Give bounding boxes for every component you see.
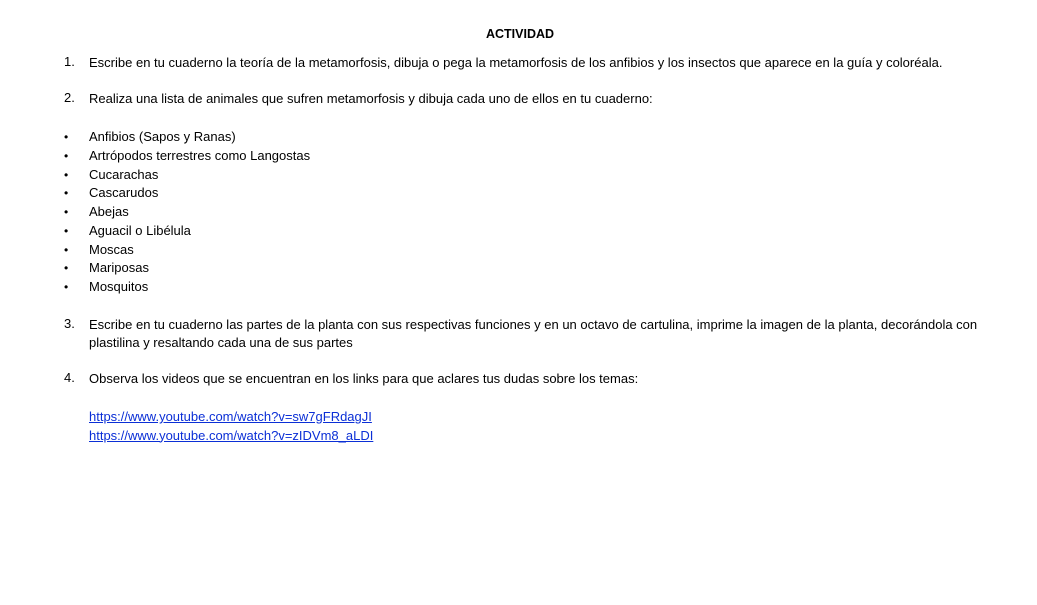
- video-links: [89, 408, 373, 445]
- bullet-icon: •: [64, 223, 69, 238]
- list-item: • Artrópodos terrestres como Langostas: [64, 147, 311, 163]
- list-item: • Mosquitos: [64, 279, 149, 294]
- video-link-1[interactable]: https://www.youtube.com/watch?v=sw7gFRdagJI: [89, 409, 372, 424]
- list-item: • Abejas: [64, 204, 129, 219]
- bullet-icon: •: [64, 148, 69, 163]
- bullet-icon: •: [64, 280, 69, 294]
- item-number: 3.: [64, 316, 75, 331]
- list-item: • Mariposas: [64, 260, 149, 276]
- bullet-icon: •: [64, 130, 69, 144]
- bullet-icon: •: [64, 261, 69, 276]
- animal-list: [0, 128, 1037, 297]
- item-text: Escribe en tu cuaderno la teoría de la metamorfosis, dibuja o pega la metamorfosis de los anfibios y los insectos que aparece en la guía y coloréala.: [89, 55, 943, 70]
- item-text: Realiza una lista de animales que sufren metamorfosis y dibuja cada uno de ellos en tu cuaderno:: [89, 91, 653, 106]
- video-link-2[interactable]: https://www.youtube.com/watch?v=zIDVm8_aLDI: [89, 427, 374, 443]
- list-item: • Aguacil o Libélula: [64, 222, 191, 238]
- item-text: Observa los videos que se encuentran en los links para que aclares tus dudas sobre los temas:: [89, 371, 639, 386]
- item-number: 4.: [64, 370, 75, 385]
- bullet-icon: •: [64, 205, 69, 219]
- item-text: Escribe en tu cuaderno las partes de la planta con sus respectivas funciones y en un octavo de cartulina, imprime la imagen de la planta, decorándola con plastilina y resaltando cada una de sus partes: [89, 317, 978, 350]
- list-item: • Cascarudos: [64, 185, 159, 201]
- list-item: • Cucarachas: [64, 166, 159, 182]
- bullet-icon: •: [64, 242, 69, 257]
- item-number: 1.: [64, 54, 75, 69]
- bullet-icon: •: [64, 186, 69, 201]
- item-number: 2.: [64, 90, 75, 105]
- bullet-icon: •: [64, 167, 69, 182]
- list-item: • Moscas: [64, 241, 134, 257]
- document-title: ACTIVIDAD: [485, 27, 555, 41]
- list-item: • Anfibios (Sapos y Ranas): [64, 129, 236, 144]
